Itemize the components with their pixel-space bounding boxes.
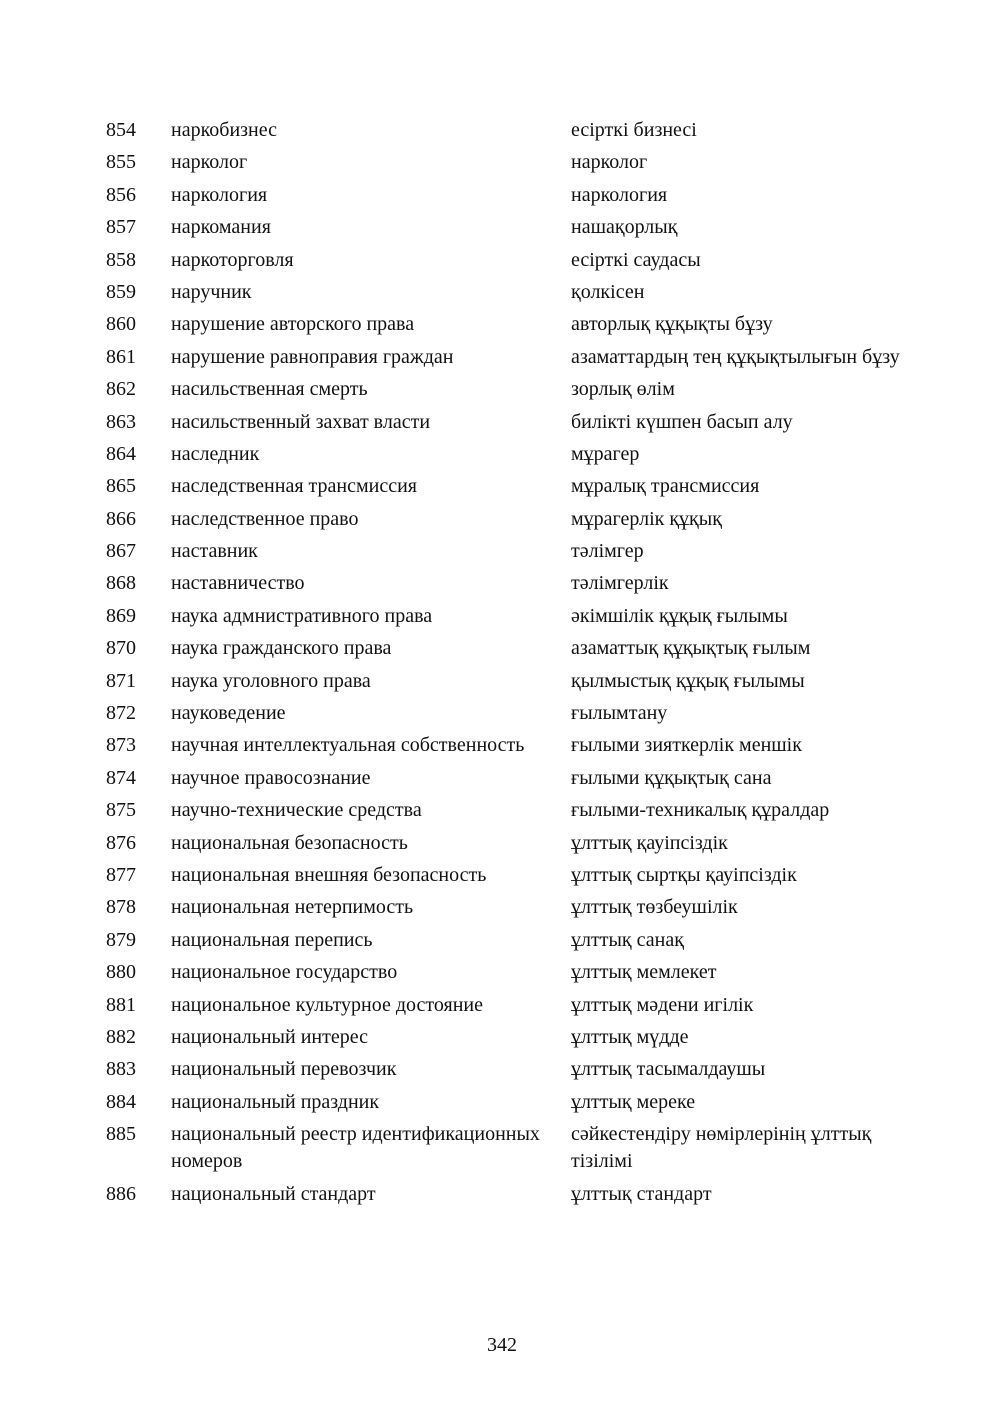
entry-number: 857 [106,216,136,239]
kazakh-term: азаматтардың тең құқықтылығын бұзу [571,345,900,368]
russian-term: наркобизнес [171,119,278,141]
russian-term: научное правосознание [171,766,371,789]
russian-term: нарушение равноправия граждан [171,345,454,368]
kazakh-term: ұлттық сыртқы қауіпсіздік [571,863,797,886]
entry-number: 884 [106,1090,136,1113]
russian-term: науковедение [171,702,286,725]
glossary-entry [0,473,1004,500]
kazakh-term: қылмыстық құқық ғылымы [571,669,805,692]
entry-number: 881 [106,993,136,1016]
page-number: 342 [487,1334,517,1356]
entry-number: 872 [106,702,136,725]
entry-number: 882 [106,1025,136,1048]
entry-number: 867 [106,540,136,563]
entry-number: 860 [106,313,136,336]
glossary-entry [0,862,1004,889]
entry-number: 874 [106,766,136,789]
entry-number: 859 [106,280,136,303]
entry-number: 875 [106,799,136,822]
glossary-entry [0,668,1004,695]
russian-term: наука адмнистративного права [171,604,433,627]
kazakh-term: ұлттық мереке [571,1090,696,1113]
russian-term: нарколог [171,151,248,174]
russian-term: национальный реестр идентификационных номеров [171,1123,540,1173]
entry-number: 865 [106,475,136,498]
glossary-entry [0,927,1004,954]
russian-term: насильственный захват власти [171,410,431,433]
kazakh-term: қолкісен [571,280,645,303]
russian-term: национальный перевозчик [171,1058,397,1081]
kazakh-term: ғылыми зияткерлік меншік [571,734,802,757]
kazakh-term: мұрагерлік құқық [571,507,722,530]
glossary-entry [0,959,1004,986]
kazakh-term: наркология [571,183,668,206]
russian-term: наследник [171,442,260,465]
russian-term: нарушение авторского права [171,313,415,336]
kazakh-term: мұрагер [571,442,640,465]
kazakh-term: есірткі саудасы [571,248,701,271]
glossary-entry [0,894,1004,921]
glossary-entry [0,570,1004,597]
glossary-entry [0,1089,1004,1116]
glossary-entry [0,182,1004,209]
russian-term: национальный интерес [171,1025,368,1048]
russian-term: научно-технические средства [171,799,422,822]
russian-term: научная интеллектуальная собственность [171,734,525,757]
entry-number: 858 [106,248,136,271]
kazakh-term: азаматтық құқықтық ғылым [571,637,811,660]
kazakh-term: ұлттық стандарт [571,1182,712,1205]
entry-number: 866 [106,507,136,530]
glossary-entry [0,117,1004,144]
glossary-entry [0,538,1004,565]
kazakh-term: ұлттық мемлекет [571,961,717,984]
kazakh-term: ұлттық төзбеушілік [571,896,738,919]
russian-term: наследственное право [171,507,359,530]
russian-term: наркология [171,183,268,206]
russian-term: насильственная смерть [171,378,368,401]
russian-term: наручник [171,280,252,303]
russian-term: наставничество [171,572,305,595]
kazakh-term: ұлттық мүдде [571,1025,689,1048]
entry-number: 870 [106,637,136,660]
entry-number: 862 [106,378,136,401]
glossary-entry [0,409,1004,436]
glossary-entry [0,992,1004,1019]
kazakh-term: ұлттық мәдени игілік [571,993,754,1016]
glossary-entry [0,635,1004,662]
entry-number: 871 [106,669,136,692]
kazakh-term: авторлық құқықты бұзу [571,313,773,336]
kazakh-term: билікті күшпен басып алу [571,410,793,433]
kazakh-term: нарколог [571,151,648,174]
kazakh-term: тәлімгерлік [571,572,669,595]
glossary-entry [0,441,1004,468]
kazakh-term: мұралық трансмиссия [571,475,760,498]
glossary-entry [0,247,1004,274]
kazakh-term: есірткі бизнесі [571,119,697,141]
kazakh-term: сәйкестендіру нөмірлерінің ұлттық тізілімі [571,1123,872,1173]
kazakh-term: ұлттық санақ [571,928,684,951]
russian-term: национальное государство [171,961,398,984]
entry-number: 861 [106,345,136,368]
russian-term: национальное культурное достояние [171,993,483,1016]
glossary-entry [0,1024,1004,1051]
kazakh-term: ғылыми құқықтық сана [571,766,772,789]
entry-number: 854 [106,119,136,141]
glossary-entry [0,506,1004,533]
entry-number: 855 [106,151,136,174]
glossary-entry [0,797,1004,824]
kazakh-term: ғылымтану [571,702,668,725]
kazakh-term: зорлық өлім [571,378,675,401]
entry-number: 885 [106,1123,136,1146]
glossary-entry [0,344,1004,371]
entry-number: 878 [106,896,136,919]
russian-term: наука уголовного права [171,669,371,692]
entry-number: 856 [106,183,136,206]
glossary-entry [0,214,1004,241]
russian-term: национальная нетерпимость [171,896,414,919]
entry-number: 880 [106,961,136,984]
glossary-entry [0,1056,1004,1083]
russian-term: наставник [171,540,258,563]
entry-number: 868 [106,572,136,595]
glossary-entry [0,603,1004,630]
russian-term: наркомания [171,216,271,239]
entry-number: 883 [106,1058,136,1081]
glossary-entry [0,311,1004,338]
entry-number: 869 [106,604,136,627]
russian-term: национальный праздник [171,1090,380,1113]
glossary-entry [0,732,1004,759]
glossary-entry [0,765,1004,792]
russian-term: национальная безопасность [171,831,408,854]
kazakh-term: әкімшілік құқық ғылымы [571,604,788,627]
entry-number: 863 [106,410,136,433]
kazakh-term: тәлімгер [571,540,644,563]
russian-term: национальная перепись [171,928,373,951]
entry-number: 876 [106,831,136,854]
russian-term: наследственная трансмиссия [171,475,417,498]
kazakh-term: ұлттық қауіпсіздік [571,831,728,854]
kazakh-term: нашақорлық [571,216,678,239]
entry-number: 886 [106,1182,136,1205]
kazakh-term: ұлттық тасымалдаушы [571,1058,766,1081]
entry-number: 879 [106,928,136,951]
entry-number: 864 [106,442,136,465]
russian-term: национальная внешняя безопасность [171,863,487,886]
glossary-list [0,117,1004,1213]
glossary-entry [0,376,1004,403]
russian-term: наука гражданского права [171,637,392,660]
entry-number: 877 [106,863,136,886]
glossary-entry [0,700,1004,727]
glossary-entry [0,1121,1004,1175]
kazakh-term: ғылыми-техникалық құралдар [571,799,830,822]
glossary-entry [0,279,1004,306]
glossary-entry [0,149,1004,176]
russian-term: наркоторговля [171,248,294,271]
russian-term: национальный стандарт [171,1182,376,1205]
glossary-entry [0,1181,1004,1208]
entry-number: 873 [106,734,136,757]
glossary-entry [0,830,1004,857]
